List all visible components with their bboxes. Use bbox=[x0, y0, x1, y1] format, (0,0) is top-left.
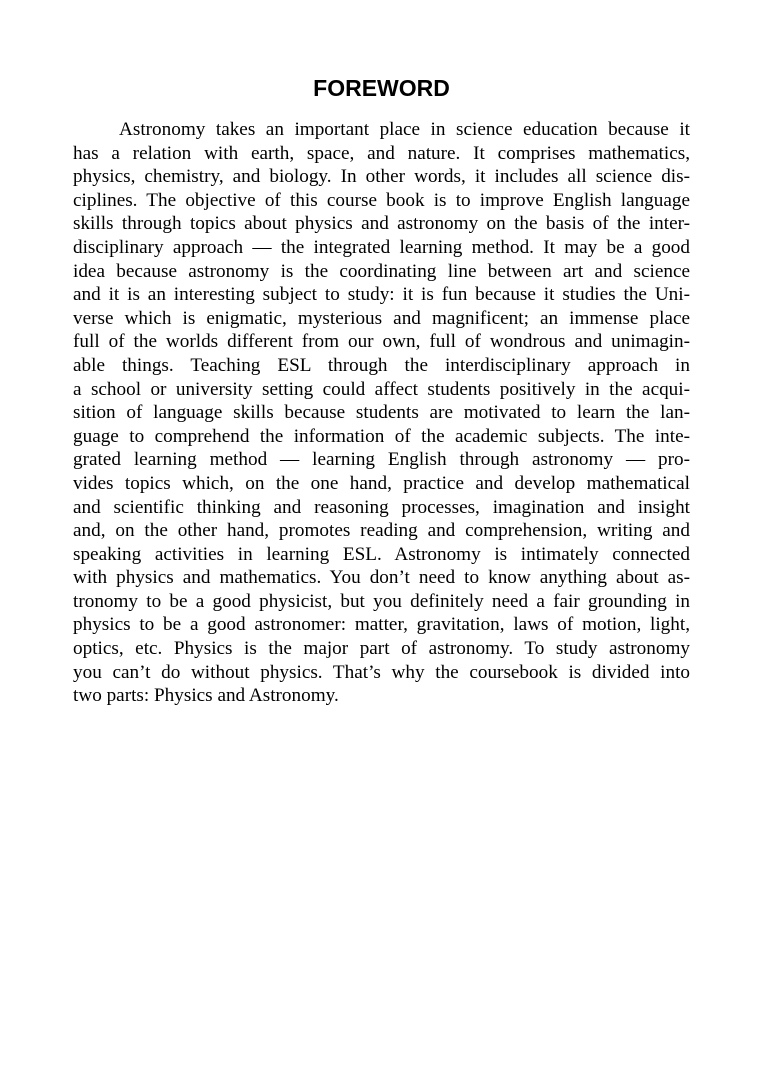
paragraph-line: physics to be a good astronomer: matter, gravitation, laws of motion, light, bbox=[73, 614, 690, 636]
foreword-paragraph bbox=[73, 118, 690, 708]
paragraph-line: physics, chemistry, and biology. In other words, it includes all science dis- bbox=[73, 166, 690, 188]
paragraph-line: Astronomy takes an important place in science education because it bbox=[119, 119, 690, 140]
paragraph-line: and it is an interesting subject to study: it is fun because it studies the Uni- bbox=[73, 284, 690, 306]
paragraph-line: verse which is enigmatic, mysterious and magnificent; an immense place bbox=[73, 307, 690, 329]
paragraph-line: and, on the other hand, promotes reading and comprehension, writing and bbox=[73, 520, 690, 542]
paragraph-line: ciplines. The objective of this course book is to improve English language bbox=[73, 189, 690, 211]
paragraph-line: guage to comprehend the information of the academic subjects. The inte- bbox=[73, 425, 690, 447]
paragraph-line: two parts: Physics and Astronomy. bbox=[73, 685, 339, 707]
paragraph-line: grated learning method — learning English through astronomy — pro- bbox=[73, 449, 690, 471]
paragraph-line: optics, etc. Physics is the major part of astronomy. To study astronomy bbox=[73, 638, 690, 660]
paragraph-line: full of the worlds different from our own, full of wondrous and unimagin- bbox=[73, 331, 690, 353]
paragraph-line: a school or university setting could affect students positively in the acqui- bbox=[73, 378, 690, 400]
paragraph-line: tronomy to be a good physicist, but you definitely need a fair grounding in bbox=[73, 590, 690, 612]
paragraph-line: speaking activities in learning ESL. Astronomy is intimately connected bbox=[73, 543, 690, 565]
paragraph-line: disciplinary approach — the integrated learning method. It may be a good bbox=[73, 236, 690, 258]
paragraph-line: you can’t do without physics. That’s why the coursebook is divided into bbox=[73, 661, 690, 683]
paragraph-line: and scientific thinking and reasoning processes, imagination and insight bbox=[73, 496, 690, 518]
page-title: FOREWORD bbox=[313, 75, 450, 101]
paragraph-line: idea because astronomy is the coordinating line between art and science bbox=[73, 260, 690, 282]
paragraph-line: with physics and mathematics. You don’t need to know anything about as- bbox=[73, 567, 690, 589]
paragraph-line: sition of language skills because students are motivated to learn the lan- bbox=[73, 402, 690, 424]
paragraph-line: has a relation with earth, space, and nature. It comprises mathematics, bbox=[73, 142, 690, 164]
paragraph-line: skills through topics about physics and astronomy on the basis of the inter- bbox=[73, 213, 690, 235]
paragraph-line: able things. Teaching ESL through the interdisciplinary approach in bbox=[73, 354, 690, 376]
paragraph-line: vides topics which, on the one hand, practice and develop mathematical bbox=[73, 472, 690, 494]
